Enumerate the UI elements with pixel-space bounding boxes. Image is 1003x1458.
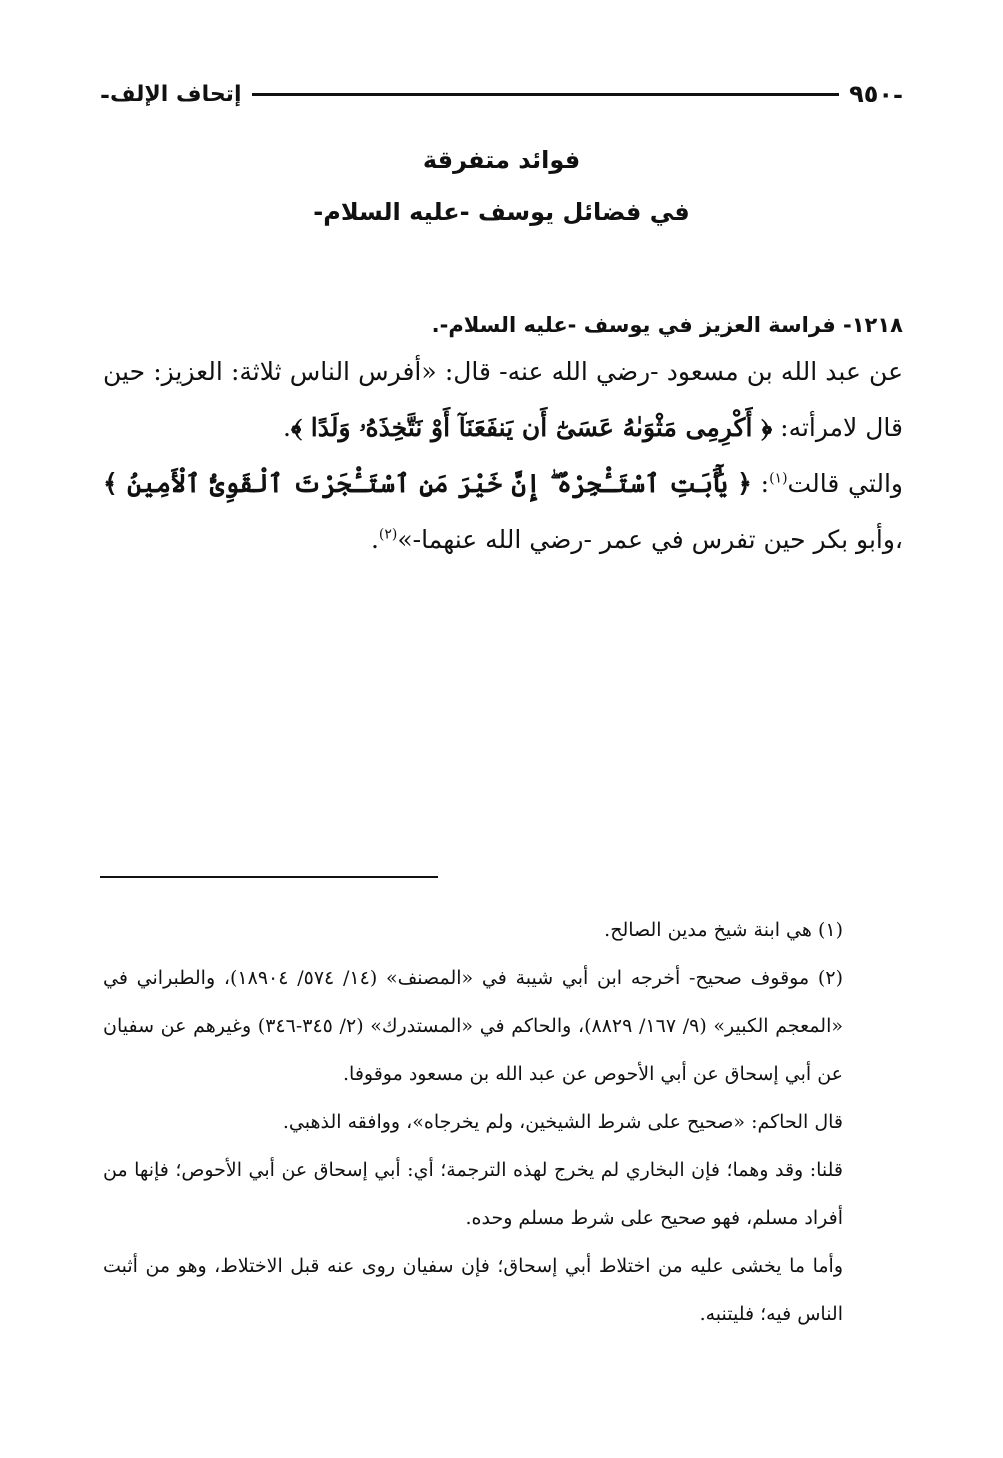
section-heading: فوائد متفرقة <box>422 146 581 174</box>
entry-title: ١٢١٨- فراسة العزيز في يوسف -عليه السلام-. <box>431 313 903 337</box>
entry-paragraph-2: والتي قالت <box>787 469 903 498</box>
entry-paragraph-2-colon: : <box>760 469 770 498</box>
footnote-2-note-ikhtilat: وأما ما يخشى عليه من اختلاط أبي إسحاق؛ فإن سفيان روى عنه قبل الاختلاط، وهو من أثبت الناس فيه؛ فليتنبه. <box>103 1255 843 1325</box>
entry-paragraph-2-period: . <box>370 525 379 554</box>
entry-paragraph-1: عن عبد الله بن مسعود -رضي الله عنه- قال: «أفرس الناس ثلاثة: العزيز: حين قال لامرأته: <box>103 357 903 442</box>
quran-verse-2: ﴿ يَٰٓأَبَتِ ٱسْتَـْٔجِرْهُ ۖ إِنَّ خَيْرَ مَنِ ٱسْتَـْٔجَرْتَ ٱلْقَوِىُّ ٱلْأَمِينُ ﴾ <box>103 469 752 498</box>
footnote-marker-2[interactable]: (٢) <box>378 526 398 543</box>
book-title: إتحاف الإلف <box>109 81 242 107</box>
entry-paragraph-1-end: . <box>283 413 291 442</box>
footnote-2-note-correction: قلنا: وقد وهما؛ فإن البخاري لم يخرج لهذه الترجمة؛ أي: أبي إسحاق عن أبي الأحوص؛ فإنها من أفراد مسلم، فهو صحيح على شرط مسلم وحده. <box>103 1159 843 1229</box>
footnote-marker-1[interactable]: (١) <box>769 470 788 487</box>
footnote-separator <box>100 876 438 878</box>
entry-body <box>103 344 903 568</box>
quran-verse-1: ﴿ أَكْرِمِى مَثْوَىٰهُ عَسَىٰٓ أَن يَنفَعَنَآ أَوْ نَتَّخِذَهُۥ وَلَدًا ﴾ <box>291 413 773 442</box>
header-dash-left: - <box>100 79 110 109</box>
header-dash-right: - <box>893 79 903 109</box>
running-header <box>100 74 903 114</box>
footnote-2: (٢) موقوف صحيح- أخرجه ابن أبي شيبة في «المصنف» (١٤/ ٥٧٤/ ١٨٩٠٤)، والطبراني في «المعجم الكبير» (٩/ ١٦٧/ ٨٨٢٩)، والحاكم في «المستدرك» (٢/ ٣٤٥-٣٤٦) وغيرهم عن سفيان عن أبي إسحاق عن أبي الأحوص عن عبد الله بن مسعود موقوفا. <box>103 967 843 1085</box>
section-subheading: في فضائل يوسف -عليه السلام- <box>313 198 690 226</box>
page-number: ٩٥٠ <box>849 80 894 108</box>
footnote-2-note-hakim: قال الحاكم: «صحيح على شرط الشيخين، ولم يخرجاه»، ووافقه الذهبي. <box>282 1111 843 1133</box>
entry-paragraph-2-end: ،وأبو بكر حين تفرس في عمر -رضي الله عنهما-» <box>397 525 903 554</box>
header-rule <box>252 93 840 96</box>
footnotes <box>103 906 903 1338</box>
footnote-1: (١) هي ابنة شيخ مدين الصالح. <box>604 919 843 941</box>
